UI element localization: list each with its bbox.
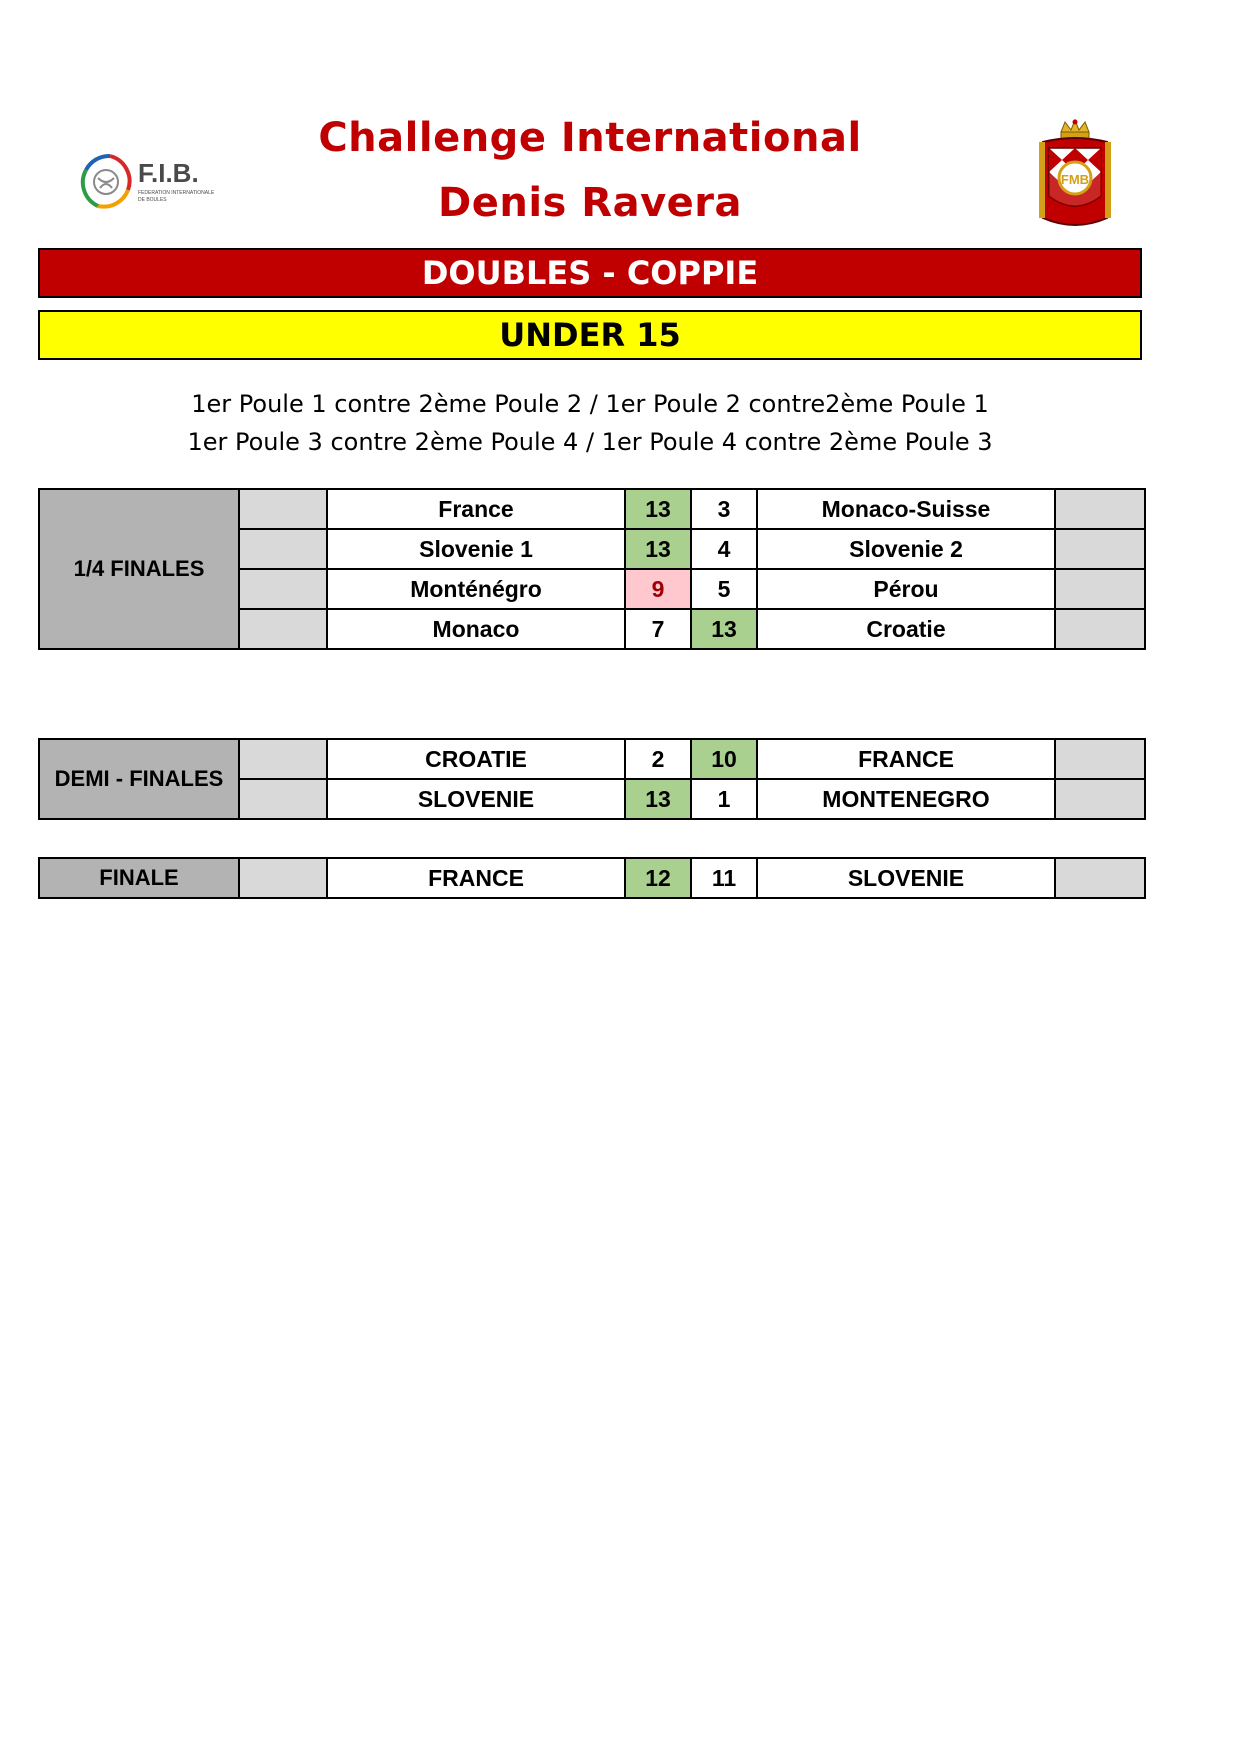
score-b: 5	[691, 569, 757, 609]
fib-abbr: F.I.B.	[138, 158, 199, 188]
crown-icon	[1061, 120, 1089, 141]
empty-cell	[1055, 529, 1145, 569]
score-a: 13	[625, 779, 691, 819]
pairing-rule-1: 1er Poule 1 contre 2ème Poule 2 / 1er Poule 2 contre2ème Poule 1	[191, 390, 989, 418]
empty-cell	[239, 779, 327, 819]
table-row	[39, 739, 1145, 779]
empty-cell	[1055, 739, 1145, 779]
team-b: Slovenie 2	[757, 529, 1055, 569]
score-b: 13	[691, 609, 757, 649]
page-title-line1: Challenge International	[318, 115, 862, 161]
table-row	[39, 489, 1145, 529]
fib-emblem-icon	[83, 156, 130, 207]
score-b: 11	[691, 858, 757, 898]
crest-letters: FMB	[1060, 172, 1090, 187]
empty-cell	[1055, 779, 1145, 819]
empty-cell	[1055, 569, 1145, 609]
score-b: 1	[691, 779, 757, 819]
team-a: CROATIE	[327, 739, 625, 779]
empty-cell	[1055, 489, 1145, 529]
score-a: 2	[625, 739, 691, 779]
score-a: 13	[625, 529, 691, 569]
semi-finals-table	[38, 738, 1146, 820]
category-banner: UNDER 15	[38, 310, 1142, 360]
empty-cell	[1055, 858, 1145, 898]
team-b: Monaco-Suisse	[757, 489, 1055, 529]
score-b: 3	[691, 489, 757, 529]
team-a: FRANCE	[327, 858, 625, 898]
empty-cell	[239, 858, 327, 898]
score-a: 7	[625, 609, 691, 649]
page-title-line2: Denis Ravera	[438, 180, 742, 226]
fib-subtitle-line2: DE BOULES	[138, 197, 167, 203]
quarter-finals-table	[38, 488, 1146, 650]
score-a: 13	[625, 489, 691, 529]
team-a: SLOVENIE	[327, 779, 625, 819]
discipline-banner: DOUBLES - COPPIE	[38, 248, 1142, 298]
score-b: 4	[691, 529, 757, 569]
empty-cell	[239, 609, 327, 649]
team-a: Monténégro	[327, 569, 625, 609]
empty-cell	[239, 739, 327, 779]
score-a: 9	[625, 569, 691, 609]
score-b: 10	[691, 739, 757, 779]
empty-cell	[1055, 609, 1145, 649]
final-table	[38, 857, 1146, 899]
empty-cell	[239, 529, 327, 569]
fmb-crest-icon	[1035, 118, 1115, 232]
score-a: 12	[625, 858, 691, 898]
table-row	[39, 858, 1145, 898]
team-b: MONTENEGRO	[757, 779, 1055, 819]
empty-cell	[239, 569, 327, 609]
stage-label: FINALE	[39, 858, 239, 898]
team-b: Pérou	[757, 569, 1055, 609]
team-b: Croatie	[757, 609, 1055, 649]
stage-label: DEMI - FINALES	[39, 739, 239, 819]
stage-label: 1/4 FINALES	[39, 489, 239, 649]
empty-cell	[239, 489, 327, 529]
team-a: France	[327, 489, 625, 529]
fib-subtitle-line1: FEDERATION INTERNATIONALE	[138, 190, 215, 196]
team-b: SLOVENIE	[757, 858, 1055, 898]
team-a: Slovenie 1	[327, 529, 625, 569]
pairing-rule-2: 1er Poule 3 contre 2ème Poule 4 / 1er Poule 4 contre 2ème Poule 3	[187, 428, 993, 456]
team-a: Monaco	[327, 609, 625, 649]
team-b: FRANCE	[757, 739, 1055, 779]
fib-logo	[78, 148, 248, 218]
